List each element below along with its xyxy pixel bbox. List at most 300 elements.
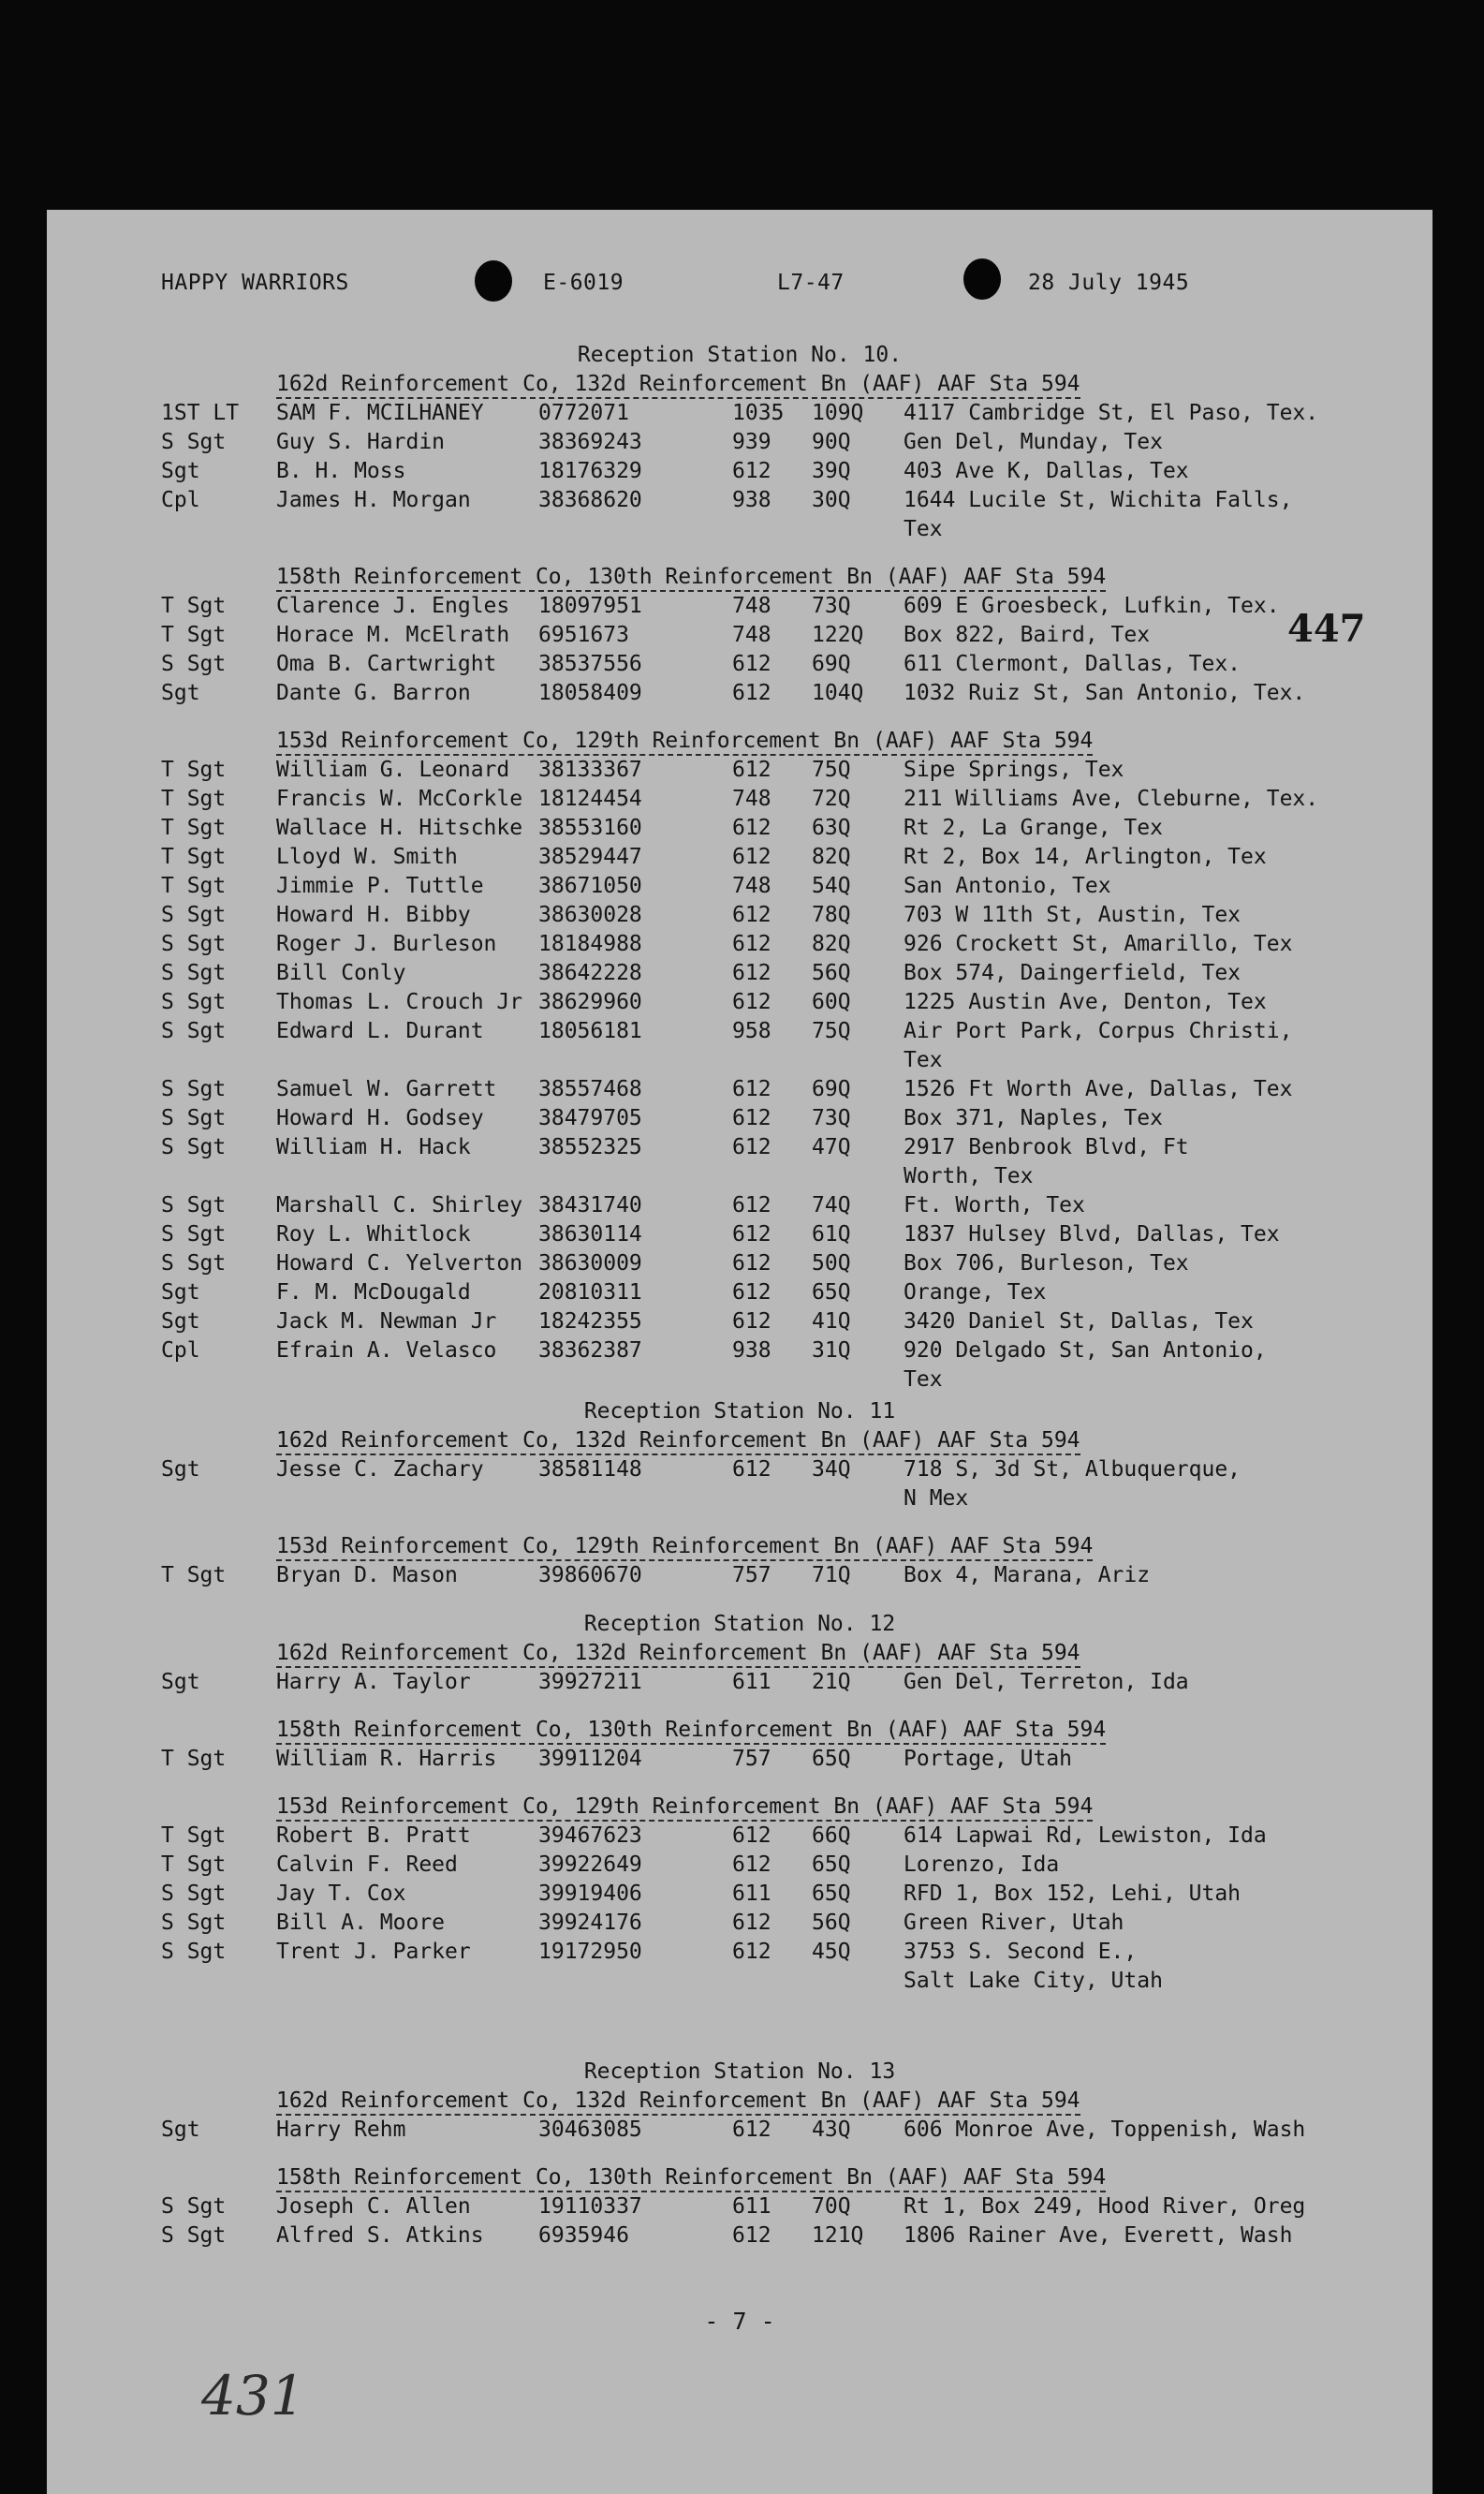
code-cell: 54Q bbox=[812, 874, 851, 898]
name-cell: Lloyd W. Smith bbox=[276, 845, 458, 869]
name-cell: Jay T. Cox bbox=[276, 1882, 406, 1906]
code-cell: 72Q bbox=[812, 787, 851, 811]
roster-row bbox=[47, 1280, 1433, 1309]
code-cell: 71Q bbox=[812, 1563, 851, 1587]
rank-cell: Sgt bbox=[161, 1670, 200, 1694]
roster-row bbox=[47, 1911, 1433, 1940]
roster-row bbox=[47, 1309, 1433, 1338]
roster-row bbox=[47, 401, 1433, 430]
unit-heading: 158th Reinforcement Co, 130th Reinforcement Bn (AAF) AAF Sta 594 bbox=[276, 565, 1106, 592]
serial-number-cell: 18242355 bbox=[538, 1309, 642, 1334]
address-cell: 611 Clermont, Dallas, Tex. bbox=[904, 652, 1242, 676]
name-cell: Howard H. Godsey bbox=[276, 1106, 484, 1130]
station-title: Reception Station No. 13 bbox=[583, 2059, 896, 2084]
serial-number-cell: 39924176 bbox=[538, 1911, 642, 1935]
rank-cell: S Sgt bbox=[161, 1940, 227, 1964]
address-continuation: Worth, Tex bbox=[904, 1164, 1034, 1188]
rank-cell: T Sgt bbox=[161, 623, 227, 647]
name-cell: Harry A. Taylor bbox=[276, 1670, 471, 1694]
serial-number-cell: 38369243 bbox=[538, 430, 642, 454]
code-cell: 39Q bbox=[812, 459, 851, 483]
serial-number-cell: 19172950 bbox=[538, 1940, 642, 1964]
mos-cell: 938 bbox=[732, 488, 771, 512]
mos-cell: 612 bbox=[732, 652, 771, 676]
address-cell: Rt 2, Box 14, Arlington, Tex bbox=[904, 845, 1267, 869]
mos-cell: 612 bbox=[732, 903, 771, 927]
name-cell: Howard C. Yelverton bbox=[276, 1251, 523, 1276]
code-cell: 69Q bbox=[812, 1077, 851, 1101]
address-cell: 703 W 11th St, Austin, Tex bbox=[904, 903, 1242, 927]
mos-cell: 757 bbox=[732, 1747, 771, 1771]
rank-cell: T Sgt bbox=[161, 758, 227, 782]
roster-row bbox=[47, 903, 1433, 932]
roster-row bbox=[47, 1077, 1433, 1106]
name-cell: Edward L. Durant bbox=[276, 1019, 484, 1043]
rank-cell: S Sgt bbox=[161, 932, 227, 956]
name-cell: Jack M. Newman Jr bbox=[276, 1309, 497, 1334]
name-cell: Clarence J. Engles bbox=[276, 594, 510, 618]
address-cell: 1806 Rainer Ave, Everett, Wash bbox=[904, 2223, 1293, 2248]
name-cell: Guy S. Hardin bbox=[276, 430, 446, 454]
name-cell: Calvin F. Reed bbox=[276, 1852, 458, 1877]
mos-cell: 612 bbox=[732, 932, 771, 956]
address-cell: Sipe Springs, Tex bbox=[904, 758, 1124, 782]
address-cell: Lorenzo, Ida bbox=[904, 1852, 1060, 1877]
mos-cell: 939 bbox=[732, 430, 771, 454]
rank-cell: Sgt bbox=[161, 459, 200, 483]
code-cell: 56Q bbox=[812, 961, 851, 985]
address-cell: 1526 Ft Worth Ave, Dallas, Tex bbox=[904, 1077, 1293, 1101]
serial-number-cell: 38581148 bbox=[538, 1457, 642, 1482]
mos-cell: 612 bbox=[732, 1077, 771, 1101]
address-cell: 403 Ave K, Dallas, Tex bbox=[904, 459, 1189, 483]
rank-cell: S Sgt bbox=[161, 1019, 227, 1043]
serial-number-cell: 39911204 bbox=[538, 1747, 642, 1771]
unit-heading: 153d Reinforcement Co, 129th Reinforcement Bn (AAF) AAF Sta 594 bbox=[276, 1534, 1093, 1561]
rank-cell: T Sgt bbox=[161, 1563, 227, 1587]
address-cell: Ft. Worth, Tex bbox=[904, 1193, 1085, 1217]
mos-cell: 612 bbox=[732, 459, 771, 483]
roster-row bbox=[47, 990, 1433, 1019]
roster-row bbox=[47, 845, 1433, 874]
rank-cell: 1ST LT bbox=[161, 401, 240, 425]
rank-cell: T Sgt bbox=[161, 1852, 227, 1877]
rank-cell: Sgt bbox=[161, 681, 200, 705]
mos-cell: 612 bbox=[732, 816, 771, 840]
rank-cell: T Sgt bbox=[161, 874, 227, 898]
address-continuation: Tex bbox=[904, 1367, 943, 1392]
name-cell: Alfred S. Atkins bbox=[276, 2223, 484, 2248]
code-cell: 60Q bbox=[812, 990, 851, 1014]
station-title: Reception Station No. 12 bbox=[583, 1612, 896, 1636]
serial-number-cell: 0772071 bbox=[538, 401, 629, 425]
name-cell: Samuel W. Garrett bbox=[276, 1077, 497, 1101]
roster-row bbox=[47, 1747, 1433, 1776]
roster-row bbox=[47, 874, 1433, 903]
serial-number-cell: 39467623 bbox=[538, 1823, 642, 1848]
address-cell: 1644 Lucile St, Wichita Falls, bbox=[904, 488, 1293, 512]
serial-number-cell: 38479705 bbox=[538, 1106, 642, 1130]
serial-number-cell: 18124454 bbox=[538, 787, 642, 811]
code-cell: 65Q bbox=[812, 1852, 851, 1877]
mos-cell: 612 bbox=[732, 1280, 771, 1305]
mos-cell: 612 bbox=[732, 1106, 771, 1130]
address-cell: Box 706, Burleson, Tex bbox=[904, 1251, 1189, 1276]
roster-row bbox=[47, 1852, 1433, 1882]
address-cell: Portage, Utah bbox=[904, 1747, 1073, 1771]
name-cell: Thomas L. Crouch Jr bbox=[276, 990, 523, 1014]
roster-row bbox=[47, 1563, 1433, 1592]
address-continuation: Tex bbox=[904, 1048, 943, 1072]
code-cell: 63Q bbox=[812, 816, 851, 840]
rank-cell: S Sgt bbox=[161, 990, 227, 1014]
rank-cell: S Sgt bbox=[161, 1251, 227, 1276]
roster-row bbox=[47, 430, 1433, 459]
handwritten-page-number: 431 bbox=[201, 2364, 305, 2428]
roster-row bbox=[47, 594, 1433, 623]
serial-number-cell: 38671050 bbox=[538, 874, 642, 898]
code-cell: 50Q bbox=[812, 1251, 851, 1276]
serial-number-cell: 38537556 bbox=[538, 652, 642, 676]
mos-cell: 938 bbox=[732, 1338, 771, 1363]
name-cell: F. M. McDougald bbox=[276, 1280, 471, 1305]
mos-cell: 612 bbox=[732, 681, 771, 705]
roster-row bbox=[47, 1940, 1433, 1969]
mos-cell: 748 bbox=[732, 787, 771, 811]
rank-cell: S Sgt bbox=[161, 1911, 227, 1935]
rank-cell: T Sgt bbox=[161, 1823, 227, 1848]
code-cell: 73Q bbox=[812, 1106, 851, 1130]
page-number: - 7 - bbox=[704, 2308, 775, 2335]
roster-row bbox=[47, 1823, 1433, 1852]
address-cell: San Antonio, Tex bbox=[904, 874, 1111, 898]
mos-cell: 612 bbox=[732, 1309, 771, 1334]
code-cell: 75Q bbox=[812, 758, 851, 782]
address-cell: 606 Monroe Ave, Toppenish, Wash bbox=[904, 2118, 1306, 2142]
serial-number-cell: 6935946 bbox=[538, 2223, 629, 2248]
roster-row bbox=[47, 681, 1433, 710]
mos-cell: 612 bbox=[732, 990, 771, 1014]
serial-number-cell: 38629960 bbox=[538, 990, 642, 1014]
code-cell: 121Q bbox=[812, 2223, 864, 2248]
name-cell: William R. Harris bbox=[276, 1747, 497, 1771]
roster-row bbox=[47, 1338, 1433, 1367]
mos-cell: 612 bbox=[732, 2223, 771, 2248]
name-cell: Robert B. Pratt bbox=[276, 1823, 471, 1848]
serial-number-cell: 39927211 bbox=[538, 1670, 642, 1694]
address-cell: Box 574, Daingerfield, Tex bbox=[904, 961, 1242, 985]
code-cell: 66Q bbox=[812, 1823, 851, 1848]
code-cell: 30Q bbox=[812, 488, 851, 512]
address-cell: 926 Crockett St, Amarillo, Tex bbox=[904, 932, 1293, 956]
roster-row bbox=[47, 758, 1433, 787]
rank-cell: T Sgt bbox=[161, 594, 227, 618]
serial-number-cell: 38630114 bbox=[538, 1222, 642, 1247]
code-cell: 90Q bbox=[812, 430, 851, 454]
unit-heading: 162d Reinforcement Co, 132d Reinforcement Bn (AAF) AAF Sta 594 bbox=[276, 372, 1080, 399]
rank-cell: S Sgt bbox=[161, 652, 227, 676]
roster-row bbox=[47, 1135, 1433, 1164]
rank-cell: Sgt bbox=[161, 1457, 200, 1482]
serial-number-cell: 18097951 bbox=[538, 594, 642, 618]
serial-number-cell: 20810311 bbox=[538, 1280, 642, 1305]
mos-cell: 748 bbox=[732, 594, 771, 618]
roster-row bbox=[47, 2118, 1433, 2147]
roster-row bbox=[47, 1670, 1433, 1699]
name-cell: Howard H. Bibby bbox=[276, 903, 471, 927]
roster-row bbox=[47, 1193, 1433, 1222]
code-cell: 41Q bbox=[812, 1309, 851, 1334]
address-cell: 609 E Groesbeck, Lufkin, Tex. bbox=[904, 594, 1280, 618]
mos-cell: 611 bbox=[732, 1882, 771, 1906]
rank-cell: S Sgt bbox=[161, 2194, 227, 2219]
address-cell: Gen Del, Terreton, Ida bbox=[904, 1670, 1189, 1694]
rank-cell: Sgt bbox=[161, 2118, 200, 2142]
mos-cell: 612 bbox=[732, 961, 771, 985]
code-cell: 31Q bbox=[812, 1338, 851, 1363]
code-cell: 56Q bbox=[812, 1911, 851, 1935]
name-cell: James H. Morgan bbox=[276, 488, 471, 512]
roster-row bbox=[47, 1222, 1433, 1251]
rank-cell: S Sgt bbox=[161, 1882, 227, 1906]
serial-number-cell: 39860670 bbox=[538, 1563, 642, 1587]
mos-cell: 611 bbox=[732, 1670, 771, 1694]
code-cell: 74Q bbox=[812, 1193, 851, 1217]
code-cell: 109Q bbox=[812, 401, 864, 425]
serial-number-cell: 38553160 bbox=[538, 816, 642, 840]
address-cell: Rt 2, La Grange, Tex bbox=[904, 816, 1163, 840]
header-unit: HAPPY WARRIORS bbox=[161, 271, 349, 295]
mos-cell: 612 bbox=[732, 1251, 771, 1276]
serial-number-cell: 38431740 bbox=[538, 1193, 642, 1217]
mos-cell: 611 bbox=[732, 2194, 771, 2219]
code-cell: 78Q bbox=[812, 903, 851, 927]
roster-row bbox=[47, 816, 1433, 845]
address-cell: 1837 Hulsey Blvd, Dallas, Tex bbox=[904, 1222, 1280, 1247]
name-cell: Joseph C. Allen bbox=[276, 2194, 471, 2219]
serial-number-cell: 39922649 bbox=[538, 1852, 642, 1877]
mos-cell: 612 bbox=[732, 758, 771, 782]
roster-row bbox=[47, 1251, 1433, 1280]
serial-number-cell: 39919406 bbox=[538, 1882, 642, 1906]
code-cell: 45Q bbox=[812, 1940, 851, 1964]
code-cell: 47Q bbox=[812, 1135, 851, 1159]
address-cell: 4117 Cambridge St, El Paso, Tex. bbox=[904, 401, 1319, 425]
document-sheet bbox=[47, 210, 1433, 2494]
address-cell: Gen Del, Munday, Tex bbox=[904, 430, 1163, 454]
name-cell: Jimmie P. Tuttle bbox=[276, 874, 484, 898]
address-cell: Box 822, Baird, Tex bbox=[904, 623, 1151, 647]
code-cell: 21Q bbox=[812, 1670, 851, 1694]
serial-number-cell: 38529447 bbox=[538, 845, 642, 869]
name-cell: Efrain A. Velasco bbox=[276, 1338, 497, 1363]
code-cell: 65Q bbox=[812, 1747, 851, 1771]
address-continuation: N Mex bbox=[904, 1486, 969, 1511]
code-cell: 61Q bbox=[812, 1222, 851, 1247]
name-cell: Roy L. Whitlock bbox=[276, 1222, 471, 1247]
address-cell: 3753 S. Second E., bbox=[904, 1940, 1138, 1964]
mos-cell: 612 bbox=[732, 1193, 771, 1217]
header-code: L7-47 bbox=[777, 271, 845, 295]
name-cell: Francis W. McCorkle bbox=[276, 787, 523, 811]
serial-number-cell: 19110337 bbox=[538, 2194, 642, 2219]
rank-cell: S Sgt bbox=[161, 903, 227, 927]
serial-number-cell: 18184988 bbox=[538, 932, 642, 956]
serial-number-cell: 38630009 bbox=[538, 1251, 642, 1276]
name-cell: Trent J. Parker bbox=[276, 1940, 471, 1964]
address-cell: 1225 Austin Ave, Denton, Tex bbox=[904, 990, 1267, 1014]
address-cell: 1032 Ruiz St, San Antonio, Tex. bbox=[904, 681, 1306, 705]
serial-number-cell: 18176329 bbox=[538, 459, 642, 483]
code-cell: 65Q bbox=[812, 1280, 851, 1305]
unit-heading: 162d Reinforcement Co, 132d Reinforcement Bn (AAF) AAF Sta 594 bbox=[276, 1641, 1080, 1668]
mos-cell: 748 bbox=[732, 623, 771, 647]
unit-heading: 158th Reinforcement Co, 130th Reinforcement Bn (AAF) AAF Sta 594 bbox=[276, 2165, 1106, 2192]
name-cell: William H. Hack bbox=[276, 1135, 471, 1159]
mos-cell: 612 bbox=[732, 1940, 771, 1964]
address-cell: Air Port Park, Corpus Christi, bbox=[904, 1019, 1293, 1043]
roster-row bbox=[47, 1019, 1433, 1048]
address-cell: Orange, Tex bbox=[904, 1280, 1047, 1305]
address-cell: RFD 1, Box 152, Lehi, Utah bbox=[904, 1882, 1242, 1906]
address-cell: Green River, Utah bbox=[904, 1911, 1124, 1935]
roster-row bbox=[47, 623, 1433, 652]
mos-cell: 612 bbox=[732, 1222, 771, 1247]
name-cell: B. H. Moss bbox=[276, 459, 406, 483]
unit-heading: 153d Reinforcement Co, 129th Reinforcement Bn (AAF) AAF Sta 594 bbox=[276, 1794, 1093, 1822]
roster-row bbox=[47, 932, 1433, 961]
unit-heading: 158th Reinforcement Co, 130th Reinforcement Bn (AAF) AAF Sta 594 bbox=[276, 1718, 1106, 1745]
code-cell: 122Q bbox=[812, 623, 864, 647]
mos-cell: 612 bbox=[732, 845, 771, 869]
station-title: Reception Station No. 10. bbox=[577, 343, 903, 367]
code-cell: 75Q bbox=[812, 1019, 851, 1043]
header-date: 28 July 1945 bbox=[1028, 271, 1190, 295]
name-cell: Marshall C. Shirley bbox=[276, 1193, 523, 1217]
name-cell: Harry Rehm bbox=[276, 2118, 406, 2142]
rank-cell: S Sgt bbox=[161, 1077, 227, 1101]
serial-number-cell: 38630028 bbox=[538, 903, 642, 927]
header-order: E-6019 bbox=[543, 271, 624, 295]
serial-number-cell: 38368620 bbox=[538, 488, 642, 512]
rank-cell: Cpl bbox=[161, 1338, 200, 1363]
code-cell: 70Q bbox=[812, 2194, 851, 2219]
roster-row bbox=[47, 787, 1433, 816]
code-cell: 43Q bbox=[812, 2118, 851, 2142]
address-cell: 614 Lapwai Rd, Lewiston, Ida bbox=[904, 1823, 1267, 1848]
code-cell: 65Q bbox=[812, 1882, 851, 1906]
code-cell: 34Q bbox=[812, 1457, 851, 1482]
mos-cell: 612 bbox=[732, 1823, 771, 1848]
serial-number-cell: 38557468 bbox=[538, 1077, 642, 1101]
roster-row bbox=[47, 1457, 1433, 1486]
punch-hole-right bbox=[963, 258, 1001, 300]
address-cell: 718 S, 3d St, Albuquerque, bbox=[904, 1457, 1242, 1482]
name-cell: Bill Conly bbox=[276, 961, 406, 985]
roster-row bbox=[47, 652, 1433, 681]
rank-cell: S Sgt bbox=[161, 2223, 227, 2248]
rank-cell: S Sgt bbox=[161, 430, 227, 454]
name-cell: Dante G. Barron bbox=[276, 681, 471, 705]
serial-number-cell: 38362387 bbox=[538, 1338, 642, 1363]
serial-number-cell: 18056181 bbox=[538, 1019, 642, 1043]
name-cell: Oma B. Cartwright bbox=[276, 652, 497, 676]
rank-cell: T Sgt bbox=[161, 816, 227, 840]
mos-cell: 612 bbox=[732, 1457, 771, 1482]
rank-cell: S Sgt bbox=[161, 961, 227, 985]
address-cell: 3420 Daniel St, Dallas, Tex bbox=[904, 1309, 1254, 1334]
unit-heading: 153d Reinforcement Co, 129th Reinforcement Bn (AAF) AAF Sta 594 bbox=[276, 729, 1093, 756]
rank-cell: Cpl bbox=[161, 488, 200, 512]
roster-row bbox=[47, 2194, 1433, 2223]
code-cell: 82Q bbox=[812, 932, 851, 956]
serial-number-cell: 38133367 bbox=[538, 758, 642, 782]
name-cell: Jesse C. Zachary bbox=[276, 1457, 484, 1482]
rank-cell: S Sgt bbox=[161, 1106, 227, 1130]
roster-row bbox=[47, 961, 1433, 990]
roster-row bbox=[47, 488, 1433, 517]
address-cell: Box 371, Naples, Tex bbox=[904, 1106, 1163, 1130]
address-cell: 920 Delgado St, San Antonio, bbox=[904, 1338, 1267, 1363]
name-cell: Bryan D. Mason bbox=[276, 1563, 458, 1587]
address-cell: Box 4, Marana, Ariz bbox=[904, 1563, 1151, 1587]
roster-row bbox=[47, 2223, 1433, 2252]
address-cell: Rt 1, Box 249, Hood River, Oreg bbox=[904, 2194, 1306, 2219]
address-cell: 211 Williams Ave, Cleburne, Tex. bbox=[904, 787, 1319, 811]
name-cell: Bill A. Moore bbox=[276, 1911, 446, 1935]
unit-heading: 162d Reinforcement Co, 132d Reinforcement Bn (AAF) AAF Sta 594 bbox=[276, 1428, 1080, 1455]
rank-cell: T Sgt bbox=[161, 845, 227, 869]
mos-cell: 757 bbox=[732, 1563, 771, 1587]
mos-cell: 748 bbox=[732, 874, 771, 898]
serial-number-cell: 30463085 bbox=[538, 2118, 642, 2142]
address-continuation: Salt Lake City, Utah bbox=[904, 1969, 1163, 1993]
name-cell: Roger J. Burleson bbox=[276, 932, 497, 956]
rank-cell: T Sgt bbox=[161, 1747, 227, 1771]
station-title: Reception Station No. 11 bbox=[583, 1399, 896, 1424]
mos-cell: 612 bbox=[732, 2118, 771, 2142]
name-cell: SAM F. MCILHANEY bbox=[276, 401, 484, 425]
rank-cell: S Sgt bbox=[161, 1193, 227, 1217]
roster-row bbox=[47, 1106, 1433, 1135]
code-cell: 69Q bbox=[812, 652, 851, 676]
name-cell: Horace M. McElrath bbox=[276, 623, 510, 647]
address-continuation: Tex bbox=[904, 517, 943, 541]
name-cell: Wallace H. Hitschke bbox=[276, 816, 523, 840]
mos-cell: 1035 bbox=[732, 401, 785, 425]
serial-number-cell: 38642228 bbox=[538, 961, 642, 985]
unit-heading: 162d Reinforcement Co, 132d Reinforcement Bn (AAF) AAF Sta 594 bbox=[276, 2088, 1080, 2116]
rank-cell: S Sgt bbox=[161, 1135, 227, 1159]
code-cell: 104Q bbox=[812, 681, 864, 705]
roster-row bbox=[47, 1882, 1433, 1911]
address-cell: 2917 Benbrook Blvd, Ft bbox=[904, 1135, 1189, 1159]
rank-cell: S Sgt bbox=[161, 1222, 227, 1247]
rank-cell: Sgt bbox=[161, 1309, 200, 1334]
code-cell: 73Q bbox=[812, 594, 851, 618]
punch-hole-left bbox=[475, 260, 512, 302]
serial-number-cell: 18058409 bbox=[538, 681, 642, 705]
mos-cell: 958 bbox=[732, 1019, 771, 1043]
serial-number-cell: 38552325 bbox=[538, 1135, 642, 1159]
mos-cell: 612 bbox=[732, 1911, 771, 1935]
code-cell: 82Q bbox=[812, 845, 851, 869]
rank-cell: Sgt bbox=[161, 1280, 200, 1305]
serial-number-cell: 6951673 bbox=[538, 623, 629, 647]
mos-cell: 612 bbox=[732, 1852, 771, 1877]
stamp-number: 447 bbox=[1287, 607, 1366, 651]
rank-cell: T Sgt bbox=[161, 787, 227, 811]
